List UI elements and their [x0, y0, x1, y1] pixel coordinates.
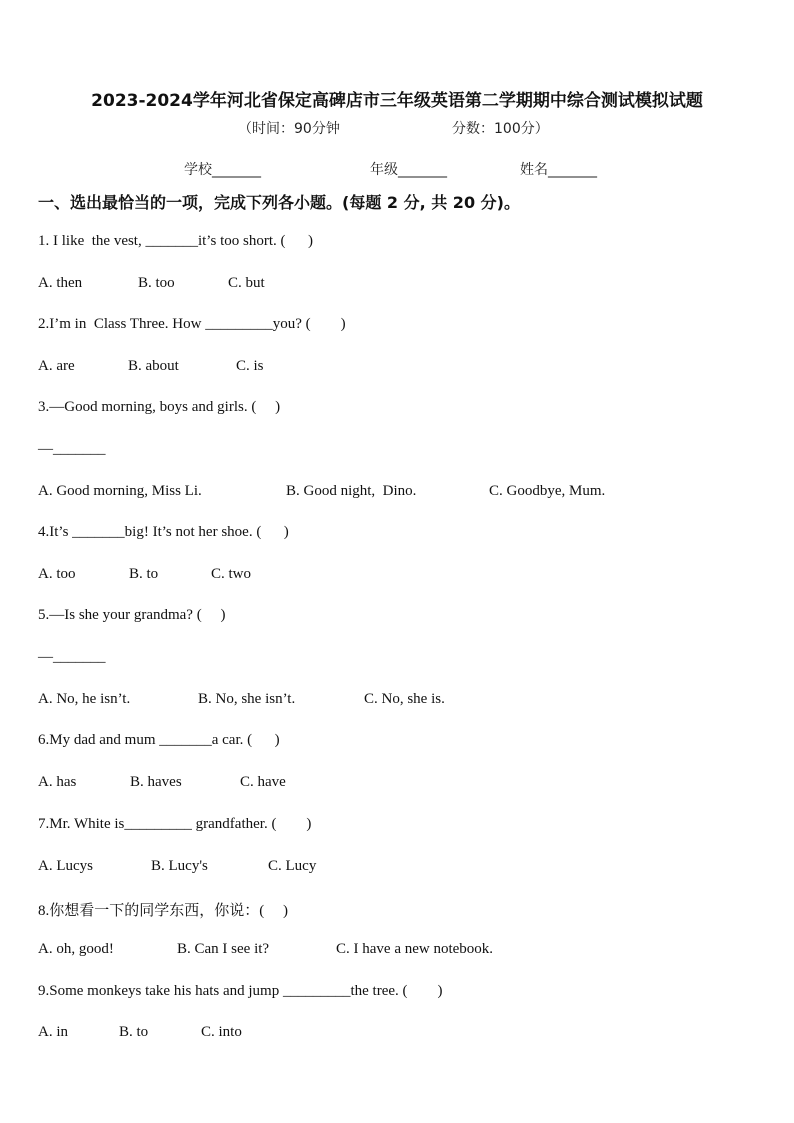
question-9: 9.Some monkeys take his hats and jump _________the tree. ( ) [38, 983, 443, 999]
q9-option-c: C. into [201, 1024, 242, 1040]
q7-option-a: A. Lucys [38, 858, 93, 874]
q1-option-b: B. too [138, 275, 175, 291]
q5-option-c: C. No, she is. [364, 691, 445, 707]
question-1: 1. I like the vest, _______it’s too short. ( ) [38, 233, 313, 249]
q3-answer-line: —_______ [38, 441, 106, 457]
exam-time: （时间：90分钟 [238, 121, 340, 137]
q1-option-a: A. then [38, 275, 83, 291]
q2-option-a: A. are [38, 358, 75, 374]
q4-option-a: A. too [38, 566, 76, 582]
question-8: 8.你想看一下的同学东西，你说：( ) [38, 903, 288, 919]
question-4: 4.It’s _______big! It’s not her shoe. ( ) [38, 524, 289, 540]
question-3: 3.—Good morning, boys and girls. ( ) [38, 399, 281, 415]
q8-option-c: C. I have a new notebook. [336, 941, 494, 957]
school-field: 学校_______ [184, 162, 261, 178]
question-5: 5.—Is she your grandma? ( ) [38, 607, 226, 623]
q8-option-a: A. oh, good! [38, 941, 114, 957]
q5-option-b: B. No, she isn’t. [198, 691, 296, 707]
question-6: 6.My dad and mum _______a car. ( ) [38, 732, 280, 748]
q7-option-b: B. Lucy's [151, 858, 208, 874]
name-field: 姓名_______ [520, 162, 597, 178]
exam-score: 分数：100分） [452, 121, 549, 137]
q3-option-c: C. Goodbye, Mum. [489, 483, 606, 499]
q6-option-a: A. has [38, 774, 77, 790]
q1-option-c: C. but [228, 275, 265, 291]
question-7: 7.Mr. White is_________ grandfather. ( ) [38, 816, 312, 832]
q2-option-b: B. about [128, 358, 179, 374]
q9-option-b: B. to [119, 1024, 149, 1040]
q3-option-b: B. Good night, Dino. [286, 483, 417, 499]
q6-option-b: B. haves [130, 774, 182, 790]
q5-answer-line: —_______ [38, 649, 106, 665]
q5-option-a: A. No, he isn’t. [38, 691, 131, 707]
q9-option-a: A. in [38, 1024, 68, 1040]
grade-field: 年级_______ [370, 162, 447, 178]
q6-option-c: C. have [240, 774, 286, 790]
q3-option-a: A. Good morning, Miss Li. [38, 483, 202, 499]
q4-option-c: C. two [211, 566, 252, 582]
exam-title: 2023-2024学年河北省保定高碑店市三年级英语第二学期期中综合测试模拟试题 [91, 91, 703, 111]
q2-option-c: C. is [236, 358, 264, 374]
question-2: 2.I’m in Class Three. How _________you? ( ) [38, 316, 346, 332]
q8-option-b: B. Can I see it? [177, 941, 270, 957]
q4-option-b: B. to [129, 566, 159, 582]
q7-option-c: C. Lucy [268, 858, 317, 874]
section-heading: 一、选出最恰当的一项，完成下列各小题。(每题 2 分, 共 20 分)。 [38, 193, 520, 212]
